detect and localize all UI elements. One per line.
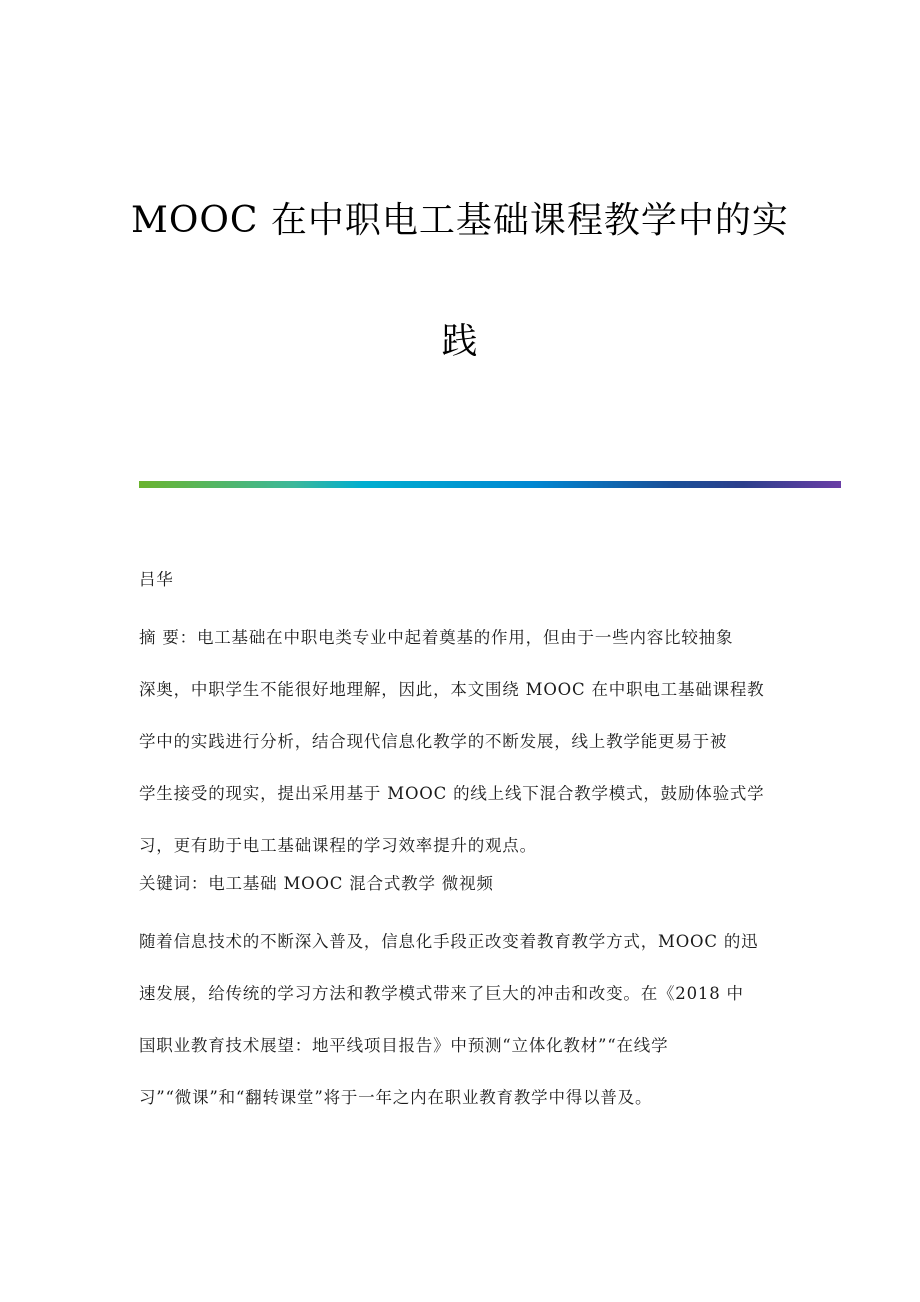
abstract-line: 习，更有助于电工基础课程的学习效率提升的观点。 [139, 836, 537, 855]
abstract-line: 深奥，中职学生不能很好地理解，因此，本文围绕 MOOC 在中职电工基础课程教 [139, 680, 765, 699]
author-name: 吕华 [139, 570, 174, 589]
abstract-line: 摘 要：电工基础在中职电类专业中起着奠基的作用，但由于一些内容比较抽象 [139, 628, 734, 647]
abstract-line: 学中的实践进行分析，结合现代信息化教学的不断发展，线上教学能更易于被 [139, 732, 728, 751]
document-title-line-2: 践 [441, 321, 479, 362]
gradient-divider [139, 481, 841, 488]
body-paragraph [139, 916, 784, 1124]
body-line: 速发展，给传统的学习方法和教学模式带来了巨大的冲击和改变。在《2018 中 [139, 984, 744, 1003]
body-line: 习”“微课”和“翻转课堂”将于一年之内在职业教育教学中得以普及。 [139, 1088, 653, 1107]
abstract [139, 612, 784, 872]
body-line: 随着信息技术的不断深入普及，信息化手段正改变着教育教学方式，MOOC 的迅 [139, 932, 759, 951]
keywords: 关键词：电工基础 MOOC 混合式教学 微视频 [139, 874, 494, 893]
body-line: 国职业教育技术展望：地平线项目报告》中预测“立体化教材”“在线学 [139, 1036, 669, 1055]
abstract-line: 学生接受的现实，提出采用基于 MOOC 的线上线下混合教学模式，鼓励体验式学 [139, 784, 765, 803]
document-title-line-1: MOOC 在中职电工基础课程教学中的实 [131, 200, 789, 241]
